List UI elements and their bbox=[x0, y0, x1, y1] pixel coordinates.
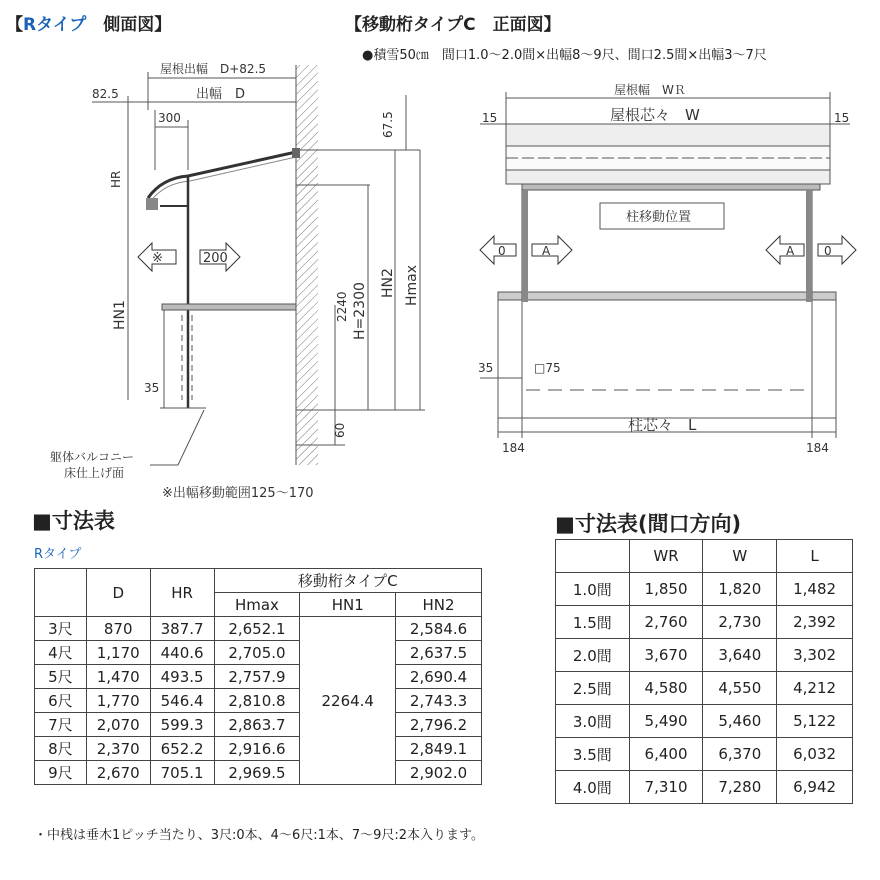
dimension-table bbox=[34, 568, 482, 785]
side-view-diagram bbox=[0, 0, 450, 500]
footnote: ・中桟は垂木1ピッチ当たり、3尺:0本、4〜6尺:1本、7〜9尺:2本入ります。 bbox=[34, 828, 485, 843]
header-w: W bbox=[703, 540, 777, 573]
row-hn2: 2,743.3 bbox=[396, 689, 482, 713]
header-d: D bbox=[86, 569, 150, 617]
hn2-label: HN2 bbox=[380, 268, 396, 298]
header-l: L bbox=[777, 540, 853, 573]
table-row bbox=[556, 738, 853, 771]
row-d: 870 bbox=[86, 617, 150, 641]
row-hmax: 2,969.5 bbox=[214, 761, 300, 785]
balcony-line2: 床仕上げ面 bbox=[64, 466, 125, 480]
row-wr: 4,580 bbox=[629, 672, 703, 705]
row-hn2: 2,902.0 bbox=[396, 761, 482, 785]
row-hmax: 2,810.8 bbox=[214, 689, 300, 713]
arrow-0-right-label: 0 bbox=[824, 244, 832, 258]
dim-184-right: 184 bbox=[806, 441, 829, 455]
row-size: 3尺 bbox=[35, 617, 87, 641]
row-w: 6,370 bbox=[703, 738, 777, 771]
row-hr: 599.3 bbox=[150, 713, 214, 737]
roof-panel bbox=[148, 152, 296, 198]
row-size: 1.5間 bbox=[556, 606, 630, 639]
row-hn2: 2,849.1 bbox=[396, 737, 482, 761]
row-l: 6,032 bbox=[777, 738, 853, 771]
type-name: Rタイプ bbox=[23, 15, 87, 35]
header-hn2: HN2 bbox=[396, 593, 482, 617]
row-d: 1,770 bbox=[86, 689, 150, 713]
arrow-left-label: ※ bbox=[152, 251, 163, 266]
row-d: 1,170 bbox=[86, 641, 150, 665]
row-hr: 440.6 bbox=[150, 641, 214, 665]
left-post bbox=[522, 190, 528, 302]
row-size: 5尺 bbox=[35, 665, 87, 689]
row-size: 7尺 bbox=[35, 713, 87, 737]
row-w: 1,820 bbox=[703, 573, 777, 606]
frontage-table-title: ■寸法表(間口方向) bbox=[555, 512, 742, 536]
front-view-heading: 【移動桁タイプC 正面図】 bbox=[345, 15, 561, 35]
row-w: 2,730 bbox=[703, 606, 777, 639]
table-row bbox=[556, 639, 853, 672]
row-size: 9尺 bbox=[35, 761, 87, 785]
table-row bbox=[556, 705, 853, 738]
row-size: 6尺 bbox=[35, 689, 87, 713]
arrow-a-left-label: A bbox=[542, 244, 551, 258]
wall-mount bbox=[292, 148, 300, 158]
hr-label: HR bbox=[109, 170, 123, 188]
table-row bbox=[556, 672, 853, 705]
table-row bbox=[35, 761, 482, 785]
snow-note: ●積雪50㎝ 間口1.0〜2.0間×出幅8〜9尺、間口2.5間×出幅3〜7尺 bbox=[362, 48, 767, 63]
row-wr: 2,760 bbox=[629, 606, 703, 639]
right-post bbox=[806, 190, 812, 302]
view-name: 側面図 bbox=[103, 15, 155, 35]
row-size: 2.0間 bbox=[556, 639, 630, 672]
table-row bbox=[35, 713, 482, 737]
dim-35: 35 bbox=[144, 381, 160, 395]
row-w: 5,460 bbox=[703, 705, 777, 738]
row-l: 3,302 bbox=[777, 639, 853, 672]
gutter bbox=[146, 198, 158, 210]
row-d: 2,370 bbox=[86, 737, 150, 761]
row-d: 1,470 bbox=[86, 665, 150, 689]
arrow-a-left-icon bbox=[532, 236, 572, 264]
dim-15-left: 15 bbox=[482, 111, 498, 125]
row-l: 6,942 bbox=[777, 771, 853, 804]
row-size: 4尺 bbox=[35, 641, 87, 665]
row-l: 4,212 bbox=[777, 672, 853, 705]
balcony-rail bbox=[162, 304, 296, 310]
table-row bbox=[556, 573, 853, 606]
balcony-line1: 躯体バルコニー bbox=[50, 450, 135, 464]
header-hmax: Hmax bbox=[214, 593, 300, 617]
row-hr: 387.7 bbox=[150, 617, 214, 641]
row-l: 2,392 bbox=[777, 606, 853, 639]
dim-67-5: 67.5 bbox=[381, 111, 395, 138]
bracket-open: 【 bbox=[6, 15, 23, 35]
hn1-label: HN1 bbox=[112, 300, 128, 330]
depth-label: 出幅 D bbox=[196, 87, 246, 102]
table-row bbox=[35, 617, 482, 641]
row-hn2: 2,637.5 bbox=[396, 641, 482, 665]
row-hn2: 2,690.4 bbox=[396, 665, 482, 689]
column-move-label: 柱移動位置 bbox=[626, 210, 692, 225]
bracket-close: 】 bbox=[154, 15, 172, 35]
dim-60: 60 bbox=[333, 422, 347, 438]
row-size: 1.0間 bbox=[556, 573, 630, 606]
row-hmax: 2,916.6 bbox=[214, 737, 300, 761]
arrow-0-left-label: 0 bbox=[498, 244, 506, 258]
row-hmax: 2,757.9 bbox=[214, 665, 300, 689]
h-label: H=2300 bbox=[352, 282, 368, 340]
table-row bbox=[35, 641, 482, 665]
row-wr: 7,310 bbox=[629, 771, 703, 804]
move-range: ※出幅移動範囲125〜170 bbox=[162, 486, 314, 500]
row-hn2: 2,584.6 bbox=[396, 617, 482, 641]
table-row bbox=[35, 689, 482, 713]
header-hr: HR bbox=[150, 569, 214, 617]
arrow-right-label: 200 bbox=[203, 251, 228, 266]
dim-35-front: 35 bbox=[478, 361, 494, 375]
dimension-table-subtitle: Rタイプ bbox=[34, 547, 82, 562]
wall-hatch bbox=[296, 65, 318, 465]
table-row bbox=[35, 737, 482, 761]
dim-15-right: 15 bbox=[834, 111, 850, 125]
row-w: 3,640 bbox=[703, 639, 777, 672]
row-wr: 3,670 bbox=[629, 639, 703, 672]
row-d: 2,670 bbox=[86, 761, 150, 785]
header-group: 移動桁タイプC bbox=[214, 569, 481, 593]
dim-184-left: 184 bbox=[502, 441, 525, 455]
table-row bbox=[556, 771, 853, 804]
dim-82-5: 82.5 bbox=[92, 87, 119, 101]
roof-wr-label: 屋根幅 WＲ bbox=[614, 83, 686, 97]
row-wr: 6,400 bbox=[629, 738, 703, 771]
row-wr: 1,850 bbox=[629, 573, 703, 606]
row-size: 3.5間 bbox=[556, 738, 630, 771]
hn1-value: 2264.4 bbox=[300, 617, 396, 785]
row-hn2: 2,796.2 bbox=[396, 713, 482, 737]
row-size: 4.0間 bbox=[556, 771, 630, 804]
frontage-table bbox=[555, 539, 853, 804]
row-hr: 546.4 bbox=[150, 689, 214, 713]
row-d: 2,070 bbox=[86, 713, 150, 737]
row-w: 7,280 bbox=[703, 771, 777, 804]
header-hn1: HN1 bbox=[300, 593, 396, 617]
row-l: 1,482 bbox=[777, 573, 853, 606]
row-hr: 705.1 bbox=[150, 761, 214, 785]
roof-center-label: 屋根芯々 W bbox=[610, 106, 700, 124]
column-center-label: 柱芯々 L bbox=[628, 416, 697, 434]
row-hmax: 2,705.0 bbox=[214, 641, 300, 665]
row-w: 4,550 bbox=[703, 672, 777, 705]
table-row bbox=[35, 665, 482, 689]
dim-2240: 2240 bbox=[335, 291, 349, 322]
arrow-a-right-icon bbox=[766, 236, 804, 264]
arrow-a-right-label: A bbox=[786, 244, 795, 258]
row-size: 2.5間 bbox=[556, 672, 630, 705]
row-wr: 5,490 bbox=[629, 705, 703, 738]
row-hr: 652.2 bbox=[150, 737, 214, 761]
dimension-table-title: ■寸法表 bbox=[32, 509, 115, 533]
table-row bbox=[556, 606, 853, 639]
header-wr: WR bbox=[629, 540, 703, 573]
post-size: □75 bbox=[534, 361, 561, 375]
row-size: 3.0間 bbox=[556, 705, 630, 738]
row-hmax: 2,652.1 bbox=[214, 617, 300, 641]
row-size: 8尺 bbox=[35, 737, 87, 761]
roof-width-label: 屋根出幅 D+82.5 bbox=[160, 62, 267, 76]
row-l: 5,122 bbox=[777, 705, 853, 738]
front-view-diagram bbox=[450, 60, 880, 460]
hmax-label: Hmax bbox=[404, 264, 420, 306]
row-hmax: 2,863.7 bbox=[214, 713, 300, 737]
row-hr: 493.5 bbox=[150, 665, 214, 689]
dim-300: 300 bbox=[158, 111, 181, 125]
